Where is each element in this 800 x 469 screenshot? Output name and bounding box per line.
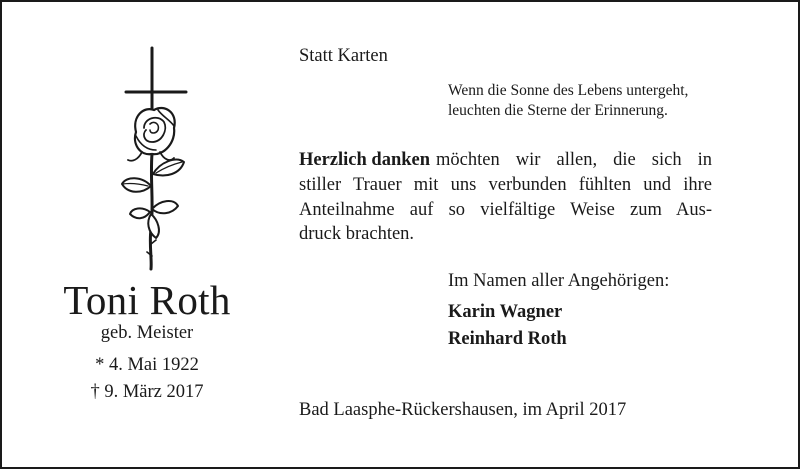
deceased-name: Toni Roth bbox=[63, 277, 231, 323]
signature-intro: Im Namen aller Angehörigen: bbox=[448, 271, 670, 291]
cross-with-rose-icon bbox=[96, 44, 206, 272]
signatory-name: Reinhard Roth bbox=[448, 329, 567, 349]
thanks-line: Anteilnahme auf so vielfältige Weise zum Aus- bbox=[299, 199, 712, 220]
thanks-line-rest: möchten wir allen, die sich in bbox=[436, 150, 712, 170]
notice-heading: Statt Karten bbox=[299, 46, 388, 66]
signatory-name: Karin Wagner bbox=[448, 302, 563, 322]
thanks-line: stiller Trauer mit uns verbunden fühlten und ihre bbox=[299, 174, 712, 195]
motto-line: leuchten die Sterne der Erinnerung. bbox=[448, 101, 668, 119]
motto-line: Wenn die Sonne des Lebens untergeht, bbox=[448, 82, 689, 99]
death-date: † 9. März 2017 bbox=[90, 382, 204, 402]
birth-date: * 4. Mai 1922 bbox=[95, 355, 199, 375]
thanks-paragraph bbox=[299, 148, 712, 247]
deceased-birth-name: geb. Meister bbox=[100, 323, 194, 343]
place-and-date: Bad Laasphe-Rückershausen, im April 2017 bbox=[299, 400, 627, 420]
thanks-line: druck brachten. bbox=[299, 224, 415, 245]
thanks-line bbox=[299, 148, 712, 173]
thanks-lead: Herzlich danken bbox=[299, 150, 431, 170]
motto-quote bbox=[448, 81, 688, 120]
